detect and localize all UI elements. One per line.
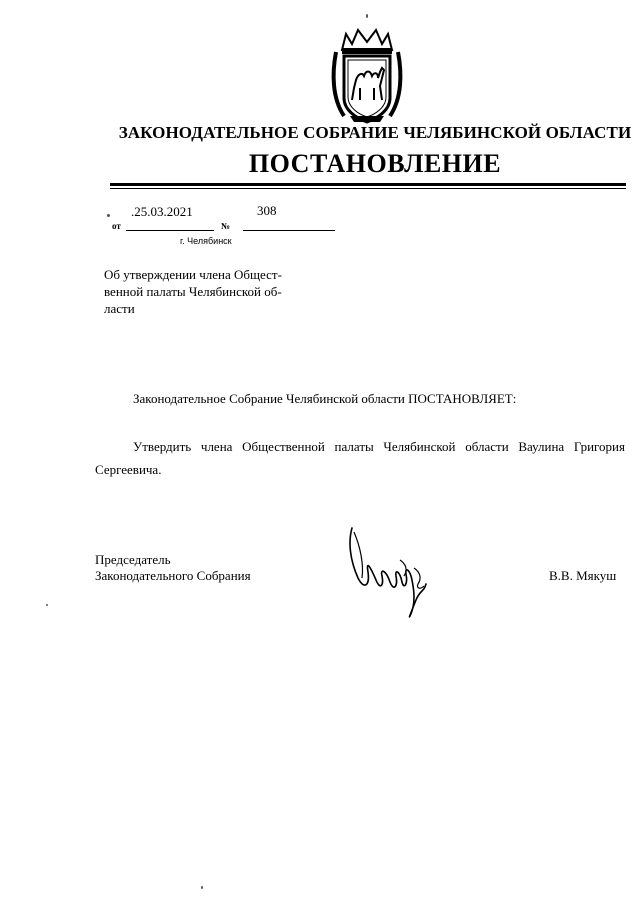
document-number: 308	[257, 203, 277, 218]
subject-line: ласти	[104, 301, 135, 316]
document-subject	[104, 266, 314, 317]
document-date: .25.03.2021	[131, 204, 193, 219]
subject-line: венной палаты Челябинской об-	[104, 284, 282, 299]
decision-paragraph-line2: Сергеевича.	[95, 462, 162, 477]
scan-speck	[201, 886, 203, 889]
organization-title: ЗАКОНОДАТЕЛЬНОЕ СОБРАНИЕ ЧЕЛЯБИНСКОЙ ОБЛАСТИ	[118, 123, 632, 142]
number-label: №	[221, 221, 231, 231]
resolves-paragraph: Законодательное Собрание Челябинской области ПОСТАНОВЛЯЕТ:	[133, 391, 517, 406]
signer-name: В.В. Мякуш	[549, 568, 617, 583]
scan-speck	[366, 14, 368, 18]
number-underline	[243, 230, 335, 231]
city-label: г. Челябинск	[180, 236, 232, 246]
header-rule-thick	[110, 183, 626, 186]
scan-speck	[107, 214, 110, 217]
date-underline	[126, 230, 214, 231]
signer-title-line2: Законодательного Собрания	[95, 568, 251, 583]
signer-title-line1: Председатель	[95, 552, 171, 567]
scan-speck	[46, 604, 48, 606]
date-label: от	[112, 221, 121, 231]
subject-line: Об утверждении члена Общест-	[104, 267, 282, 282]
handwritten-signature	[340, 520, 445, 625]
decision-paragraph-line1: Утвердить члена Общественной палаты Челябинской области Ваулина Григория	[133, 439, 625, 454]
header-rule-thin	[110, 188, 626, 189]
coat-of-arms-icon	[330, 28, 404, 126]
document-type-title: ПОСТАНОВЛЕНИЕ	[248, 149, 502, 178]
